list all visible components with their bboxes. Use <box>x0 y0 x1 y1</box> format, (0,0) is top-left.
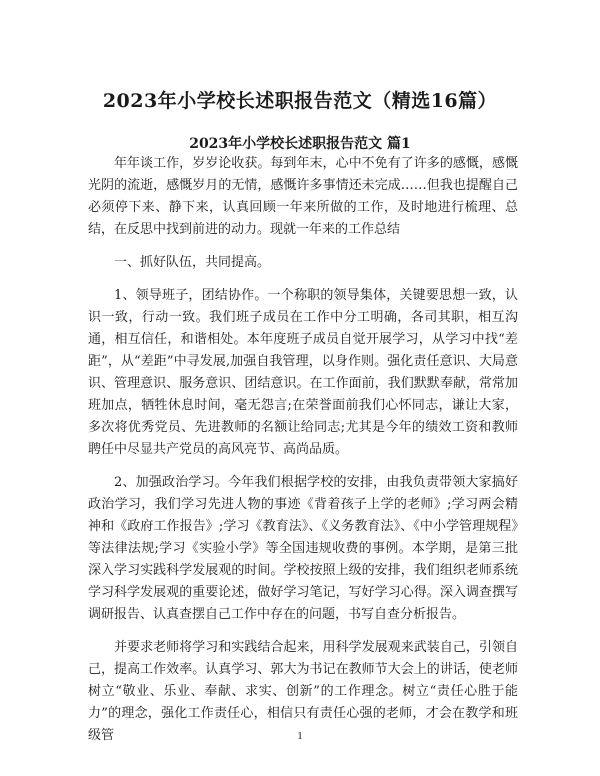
document-body <box>88 153 518 758</box>
paragraph-leadership: 1、领导班子，团结协作。一个称职的领导集体，关键要思想一致，认识一致，行动一致。我们班子成员在工作中分工明确，各司其职，相互沟通，相互信任，和谐相处。本年度班子成员自觉开展学习，从学习中找“差距”，从“差距”中寻发展,加强自我管理，以身作则。强化责任意识、大局意识、管理意识、服务意识、团结意识。在工作面前，我们默默奉献，常常加班加点，牺牲休息时间，毫无怨言;在荣誉面前我们心怀同志，谦让大家，多次将优秀党员、先进教师的名额让给同志;尤其是今年的绩效工资和教师聘任中尽显共产党员的高风亮节、高尚品质。 <box>88 288 518 457</box>
paragraph-practice: 并要求老师将学习和实践结合起来，用科学发展观来武装自己，引领自己，提高工作效率。认真学习、郭大为书记在教师节大会上的讲话，使老师树立“敬业、乐业、奉献、求实、创新”的工作理念。树立“责任心胜于能力”的理念，强化工作责任心，相信只有责任心强的老师，才会在教学和班级管 <box>88 640 518 743</box>
section-heading: 2023年小学校长述职报告范文 篇1 <box>189 136 411 152</box>
document-title: 2023年小学校长述职报告范文（精选16篇） <box>102 90 498 112</box>
page-number: 1 <box>297 730 303 742</box>
paragraph-intro: 年年谈工作，岁岁论收获。每到年末，心中不免有了许多的感慨，感慨光阴的流逝，感慨岁月的无情，感慨许多事情还未完成……但我也提醒自己必须停下来、静下来，认真回顾一年来所做的工作，及时地进行梳理、总结，在反思中找到前进的动力。现就一年来的工作总结 <box>88 156 518 237</box>
paragraph-political-study: 2、加强政治学习。今年我们根据学校的安排，由我负责带领大家搞好政治学习，我们学习先进人物的事迹《背着孩子上学的老师》;学习两会精神和《政府工作报告》;学习《教育法》、《义务教育法》、《中小学管理规程》等法律法规;学习《实验小学》等全国违规收费的事例。本学期，是第三批深入学习实践科学发展观的时间。学校按照上级的安排，我们组织老师系统学习科学发展观的重要论述，做好学习笔记，写好学习心得。深入调查撰写调研报告、认真查摆自己工作中存在的问题，书写自查分析报告。 <box>88 475 518 622</box>
paragraph-heading-team: 一、抓好队伍，共同提高。 <box>114 255 271 270</box>
